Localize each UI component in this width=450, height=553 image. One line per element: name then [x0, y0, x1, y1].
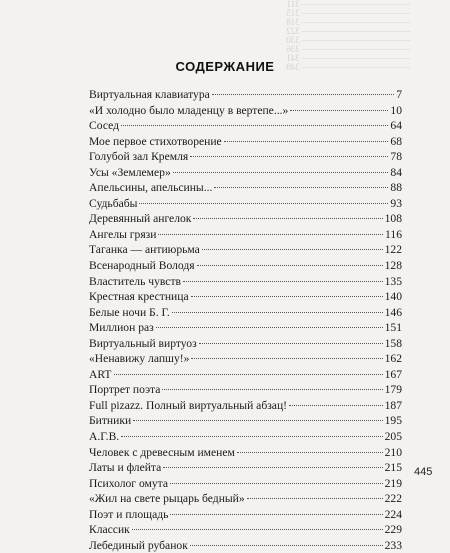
toc-entry: [89, 429, 402, 445]
toc-entry-page: 224: [384, 507, 402, 521]
dot-leader: [162, 388, 382, 390]
toc-entry-page: 179: [384, 383, 402, 397]
toc-entry-page: 229: [384, 523, 402, 537]
toc-entry-title: «Ненавижу лапшу!»: [89, 352, 190, 366]
toc-entry-page: 219: [384, 476, 402, 490]
toc-entry-page: 158: [384, 336, 402, 350]
toc-entry-title: Лебединый рубанок: [89, 538, 188, 552]
toc-entry-page: 108: [384, 212, 402, 226]
toc-entry-page: 84: [390, 165, 402, 179]
toc-entry-page: 78: [390, 150, 402, 164]
toc-entry-title: Таганка — антиюрьма: [89, 243, 200, 257]
dot-leader: [114, 373, 383, 375]
toc-entry-title: Классик: [89, 523, 130, 537]
dot-leader: [202, 248, 383, 250]
toc-entry: [89, 274, 402, 290]
dot-leader: [289, 404, 383, 406]
toc-entry-page: 167: [384, 367, 402, 381]
toc-entry: [89, 289, 402, 305]
toc-entry-title: Властитель чувств: [89, 274, 181, 288]
dot-leader: [190, 155, 388, 157]
toc-entry: [89, 180, 402, 196]
toc-entry-title: Поэт и площадь: [89, 507, 169, 521]
dot-leader: [191, 357, 382, 359]
dot-leader: [172, 311, 383, 313]
toc-entry: [89, 460, 402, 476]
toc-entry-title: Ангелы грязи: [89, 227, 157, 241]
toc-entry-page: 88: [390, 181, 402, 195]
toc-entry-title: Миллион раз: [89, 321, 154, 335]
toc-entry: [89, 87, 402, 103]
toc-entry-page: 195: [384, 414, 402, 428]
toc-entry-title: Портрет поэта: [89, 383, 161, 397]
toc-entry-title: Судьбабы: [89, 196, 138, 210]
toc-entry: [89, 351, 402, 367]
toc-entry-title: «Жил на свете рыцарь бедный»: [89, 492, 245, 506]
toc-entry: [89, 538, 402, 553]
toc-entry: [89, 522, 402, 538]
toc-entry-title: Крестная крестница: [89, 290, 189, 304]
toc-entry-page: 215: [384, 461, 402, 475]
dot-leader: [170, 482, 383, 484]
toc-entry-page: 233: [384, 538, 402, 552]
dot-leader: [158, 233, 383, 235]
toc-entry: [89, 398, 402, 414]
page-number: 445: [414, 466, 433, 478]
dot-leader: [133, 419, 382, 421]
toc-entry: [89, 305, 402, 321]
dot-leader: [121, 124, 388, 126]
dot-leader: [197, 264, 383, 266]
toc-entry-page: 68: [390, 134, 402, 148]
dot-leader: [224, 140, 389, 142]
toc-entry-page: 205: [384, 430, 402, 444]
page-title: СОДЕРЖАНИЕ: [175, 59, 275, 74]
toc-entry-title: Усы «Землемер»: [89, 165, 171, 179]
toc-entry: [89, 242, 402, 258]
toc-entry-title: Всенародный Володя: [89, 259, 195, 273]
toc-entry: [89, 118, 402, 134]
toc-entry: [89, 165, 402, 181]
toc-entry-title: «И холодно было младенцу в вертепе...»: [89, 103, 289, 117]
toc-entry: [89, 320, 402, 336]
dot-leader: [237, 451, 383, 453]
toc-entry: [89, 103, 402, 119]
toc-entry: [89, 367, 402, 383]
toc-entry-title: Битники: [89, 414, 132, 428]
toc-entry-page: 222: [384, 492, 402, 506]
toc-entry: [89, 134, 402, 150]
toc-entry-page: 10: [390, 103, 402, 117]
toc-entry-title: Психолог омута: [89, 476, 169, 490]
toc-entry-title: Виртуальная клавиатура: [89, 88, 210, 101]
toc-entry-page: 210: [384, 445, 402, 459]
toc-entry-page: 162: [384, 352, 402, 366]
toc-entry-title: А.Г.В.: [89, 430, 120, 444]
dot-leader: [163, 466, 382, 468]
toc-entry-title: Мое первое стихотворение: [89, 134, 222, 148]
dot-leader: [199, 342, 383, 344]
dot-leader: [190, 544, 383, 546]
toc-entry-page: 122: [384, 243, 402, 257]
toc-entry-title: Деревянный ангелок: [89, 212, 192, 226]
toc-entry-title: Виртуальный виртуоз: [89, 336, 197, 350]
toc-entry-page: 128: [384, 259, 402, 273]
toc-entry-page: 64: [390, 119, 402, 133]
toc-entry: [89, 382, 402, 398]
toc-entry-page: 7: [396, 88, 402, 101]
dot-leader: [193, 217, 382, 219]
toc-entry-page: 140: [384, 290, 402, 304]
toc-entry-page: 146: [384, 305, 402, 319]
toc-entry: [89, 196, 402, 212]
dot-leader: [132, 528, 383, 530]
toc-entry: [89, 476, 402, 492]
toc-entry: [89, 227, 402, 243]
toc-entry: [89, 336, 402, 352]
dot-leader: [191, 295, 383, 297]
toc-entry: [89, 445, 402, 461]
dot-leader: [212, 93, 394, 95]
toc-entry-page: 151: [384, 321, 402, 335]
toc-entry-title: ART: [89, 367, 112, 381]
toc-entry-title: Латы и флейта: [89, 461, 162, 475]
toc-entry: [89, 413, 402, 429]
dot-leader: [170, 513, 382, 515]
toc-entry-title: Голубой зал Кремля: [89, 150, 189, 164]
toc-entry: [89, 258, 402, 274]
show-through-text: ———————————— 311 ———————————— 315 ———————————— 318 ———————————— 322 ———————————— 330 ———————————— 336 ———————————— 341 ———————————— 349: [286, 0, 410, 72]
toc-entry-page: 93: [390, 196, 402, 210]
toc-entry-page: 187: [384, 398, 402, 412]
dot-leader: [173, 171, 389, 173]
toc-entry: [89, 491, 402, 507]
table-of-contents: [89, 87, 402, 553]
dot-leader: [214, 186, 388, 188]
toc-entry-title: Белые ночи Б. Г.: [89, 305, 170, 319]
dot-leader: [290, 109, 388, 111]
toc-entry-title: Full pizazz. Полный виртуальный абзац!: [89, 398, 288, 412]
dot-leader: [139, 202, 388, 204]
toc-entry: [89, 149, 402, 165]
dot-leader: [156, 326, 383, 328]
toc-entry: [89, 507, 402, 523]
toc-entry-title: Апельсины, апельсины...: [89, 181, 213, 195]
dot-leader: [247, 497, 383, 499]
toc-entry-page: 116: [385, 227, 402, 241]
dot-leader: [183, 280, 383, 282]
dot-leader: [121, 435, 382, 437]
toc-entry: [89, 211, 402, 227]
toc-entry-title: Человек с древесным именем: [89, 445, 235, 459]
toc-entry-page: 135: [384, 274, 402, 288]
toc-entry-title: Сосед: [89, 119, 119, 133]
